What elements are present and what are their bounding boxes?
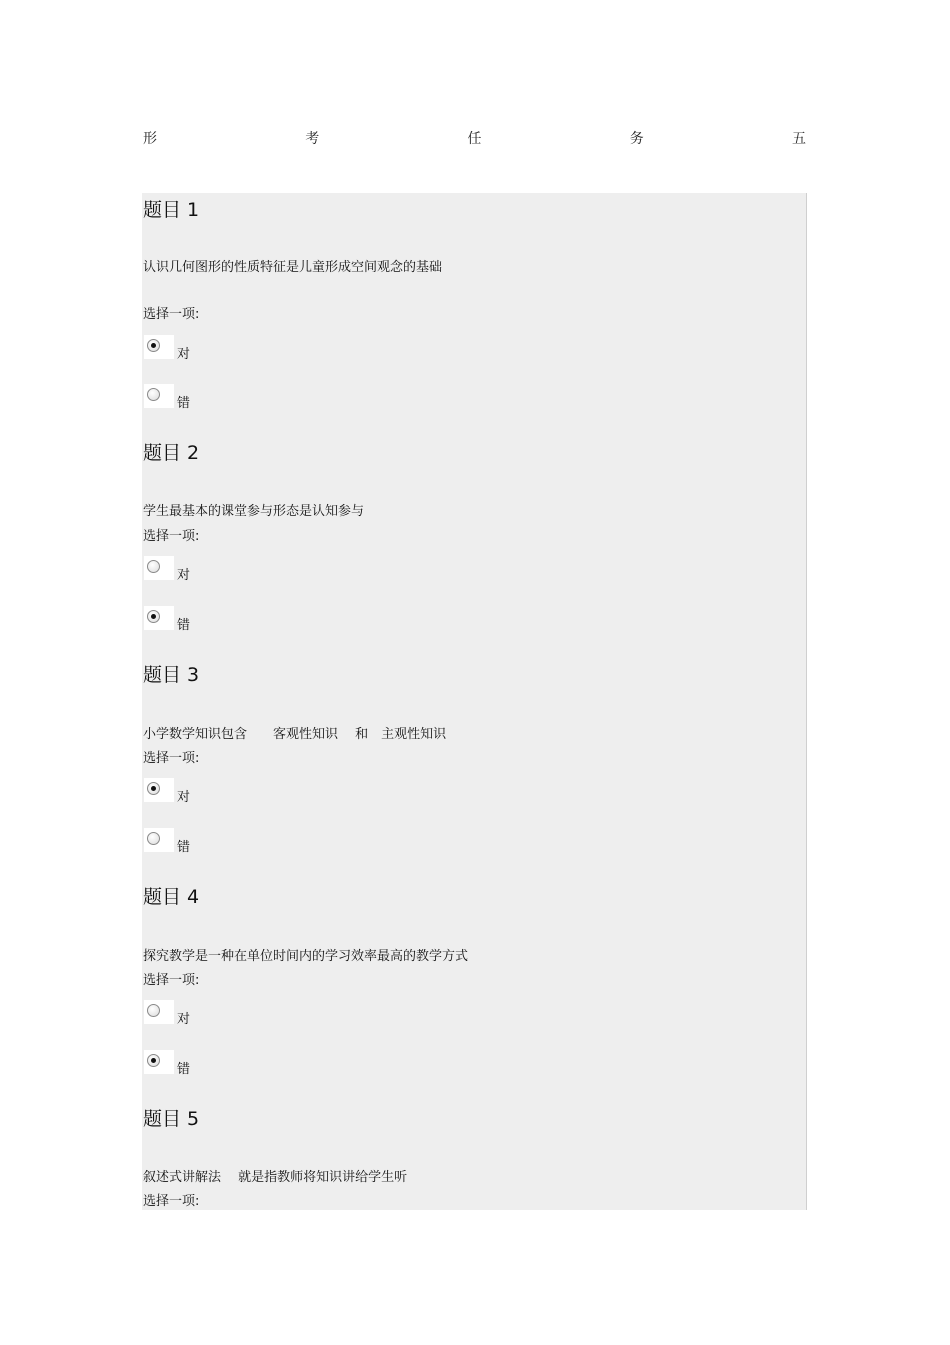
- option-label: 错: [177, 395, 191, 411]
- question-prompt: 选择一项:: [143, 1194, 200, 1209]
- question-text: 学生最基本的课堂参与形态是认知参与: [143, 504, 365, 519]
- radio-button[interactable]: [147, 832, 160, 845]
- question-heading: 题目 5: [143, 1108, 200, 1130]
- option-false[interactable]: [144, 607, 191, 633]
- option-label: 对: [177, 789, 191, 805]
- title-char: 五: [792, 131, 806, 147]
- option-false[interactable]: [144, 1051, 191, 1077]
- radio-button[interactable]: [147, 782, 160, 795]
- option-false[interactable]: [144, 829, 191, 855]
- radio-button[interactable]: [147, 388, 160, 401]
- radio-selected-dot: [151, 1058, 156, 1063]
- question-text: 探究教学是一种在单位时间内的学习效率最高的教学方式: [143, 949, 469, 964]
- question-heading: 题目 2: [143, 442, 200, 464]
- option-label: 错: [177, 617, 191, 633]
- title-char: 形: [143, 131, 157, 147]
- question-text: 叙述式讲解法 就是指教师将知识讲给学生听: [143, 1170, 408, 1185]
- title-char: 考: [305, 131, 320, 147]
- question-prompt: 选择一项:: [143, 751, 200, 766]
- question-text: 认识几何图形的性质特征是儿童形成空间观念的基础: [143, 260, 443, 275]
- question-prompt: 选择一项:: [143, 307, 200, 322]
- option-label: 错: [177, 1061, 191, 1077]
- question-heading: 题目 3: [143, 664, 200, 686]
- question-heading: 题目 1: [143, 199, 200, 221]
- option-label: 对: [177, 1011, 191, 1027]
- option-true[interactable]: [144, 336, 191, 362]
- option-false[interactable]: [144, 385, 191, 411]
- option-true[interactable]: [144, 557, 191, 583]
- question-text: 小学数学知识包含 客观性知识 和 主观性知识: [143, 727, 447, 742]
- radio-selected-dot: [151, 343, 156, 348]
- radio-selected-dot: [151, 786, 156, 791]
- option-true[interactable]: [144, 1001, 191, 1027]
- document-title: [143, 128, 806, 148]
- radio-button[interactable]: [147, 560, 160, 573]
- question-prompt: 选择一项:: [143, 973, 200, 988]
- option-label: 错: [177, 839, 191, 855]
- radio-button[interactable]: [147, 1004, 160, 1017]
- radio-button[interactable]: [147, 1054, 160, 1067]
- radio-button[interactable]: [147, 339, 160, 352]
- question-prompt: 选择一项:: [143, 529, 200, 544]
- option-label: 对: [177, 567, 191, 583]
- radio-selected-dot: [151, 614, 156, 619]
- option-true[interactable]: [144, 779, 191, 805]
- radio-button[interactable]: [147, 610, 160, 623]
- quiz-panel: [142, 193, 807, 1210]
- title-char: 任: [467, 131, 482, 147]
- title-char: 务: [629, 131, 644, 147]
- option-label: 对: [177, 346, 191, 362]
- question-heading: 题目 4: [143, 886, 200, 908]
